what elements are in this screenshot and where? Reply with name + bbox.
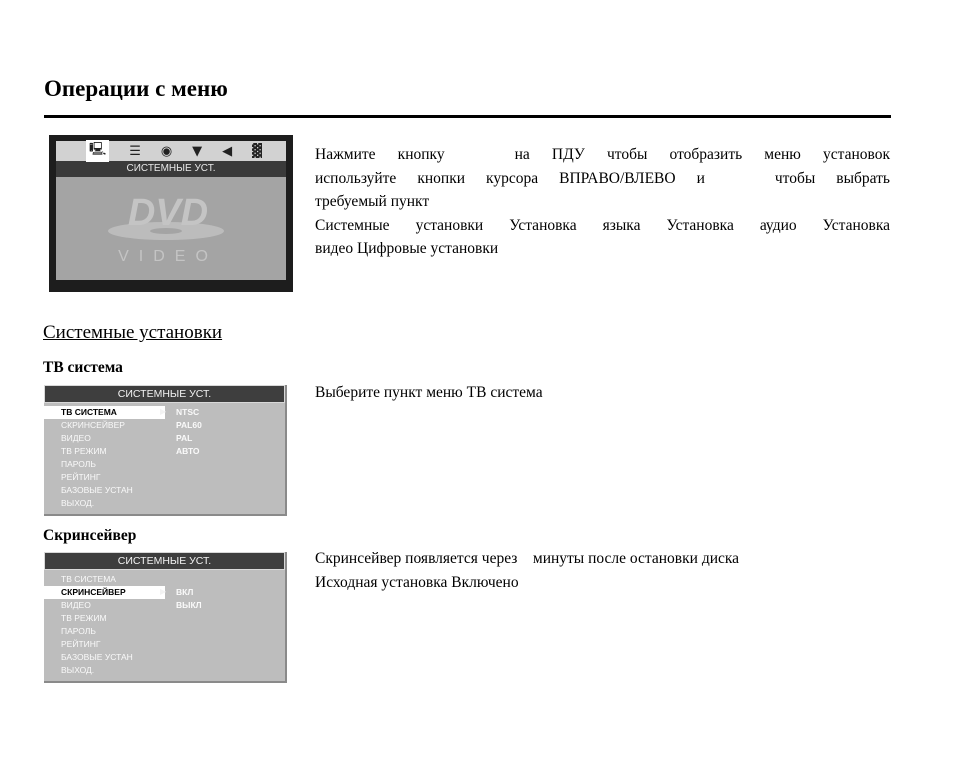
digital-icon: ▓ [252, 143, 262, 159]
screensaver-text-line-1: Скринсейвер появляется через минуты после остановки диска [315, 550, 740, 567]
intro-line-4: Системные установки Установка языка Установка аудио Установка [315, 216, 890, 234]
video-logo-text: VIDEO [118, 248, 218, 265]
osd-item: РЕЙТИНГ [61, 472, 101, 482]
osd-item: ВИДЕО [61, 433, 91, 443]
video-icon: ▼ [192, 143, 203, 159]
osd-item: ВЫХОД. [61, 498, 95, 508]
section-heading: Системные установки [43, 322, 223, 343]
tv-system-menu-screenshot [44, 385, 287, 516]
osd-item: ТВ РЕЖИМ [61, 446, 107, 456]
osd-item: ТВ СИСТЕМА [44, 406, 165, 419]
osd-title: СИСТЕМНЫЕ УСТ. [44, 552, 285, 570]
title-divider [44, 115, 891, 118]
submenu-arrow-icon: ▶ [160, 407, 167, 416]
tv-system-heading: ТВ система [43, 359, 123, 376]
language-icon: ☰ [129, 143, 141, 159]
osd-item: ПАРОЛЬ [61, 626, 96, 636]
osd-option: PAL60 [176, 420, 202, 430]
monitor-icon: 🖳 [86, 140, 109, 162]
screensaver-text-line-2: Исходная установка Включено [315, 573, 519, 591]
intro-line-1: Нажмите кнопку на ПДУ чтобы отобразить меню установок [315, 146, 890, 163]
tv-system-text: Выберите пункт меню ТВ система [315, 384, 543, 401]
osd-item: БАЗОВЫЕ УСТАН [61, 652, 133, 662]
osd-option: PAL [176, 433, 193, 443]
setup-icon-bar [56, 141, 286, 161]
screensaver-menu-screenshot [44, 552, 287, 683]
intro-line-3: требуемый пункт [315, 193, 430, 210]
osd-item: ВИДЕО [61, 600, 91, 610]
osd-option: NTSC [176, 407, 200, 417]
setup-menu-screenshot [49, 135, 293, 292]
submenu-arrow-icon: ▶ [160, 587, 167, 596]
screensaver-text [315, 547, 890, 594]
page-title: Операции с меню [44, 76, 228, 101]
osd-item: ТВ РЕЖИМ [61, 613, 107, 623]
intro-line-2: используйте кнопки курсора ВПРАВО/ВЛЕВО и чтобы выбрать [315, 169, 890, 187]
dvd-logo-text: DVD [127, 192, 209, 234]
osd-item: СКРИНСЕЙВЕР [61, 420, 125, 430]
osd-option: АВТО [176, 446, 200, 456]
dvd-video-logo-area [56, 177, 286, 280]
osd-item: РЕЙТИНГ [61, 639, 101, 649]
osd-item: БАЗОВЫЕ УСТАН [61, 485, 133, 495]
osd-item: ВЫХОД. [61, 665, 95, 675]
osd-item: ПАРОЛЬ [61, 459, 96, 469]
osd-options [176, 406, 202, 458]
screensaver-heading: Скринсейвер [43, 527, 137, 544]
osd-item: ТВ СИСТЕМА [61, 574, 116, 584]
osd-options [176, 586, 202, 612]
intro-line-5: видео Цифровые установки [315, 240, 499, 257]
osd-item: СКРИНСЕЙВЕР [44, 586, 165, 599]
osd-option: ВКЛ [176, 587, 194, 597]
osd-option: ВЫКЛ [176, 600, 202, 610]
setup-menu-title: СИСТЕМНЫЕ УСТ. [56, 161, 286, 177]
osd-title: СИСТЕМНЫЕ УСТ. [44, 385, 285, 403]
speaker-icon: ◀ [222, 143, 233, 159]
audio-icon: ◉ [160, 143, 173, 159]
intro-paragraph [315, 143, 890, 261]
dvd-logo [56, 177, 286, 280]
